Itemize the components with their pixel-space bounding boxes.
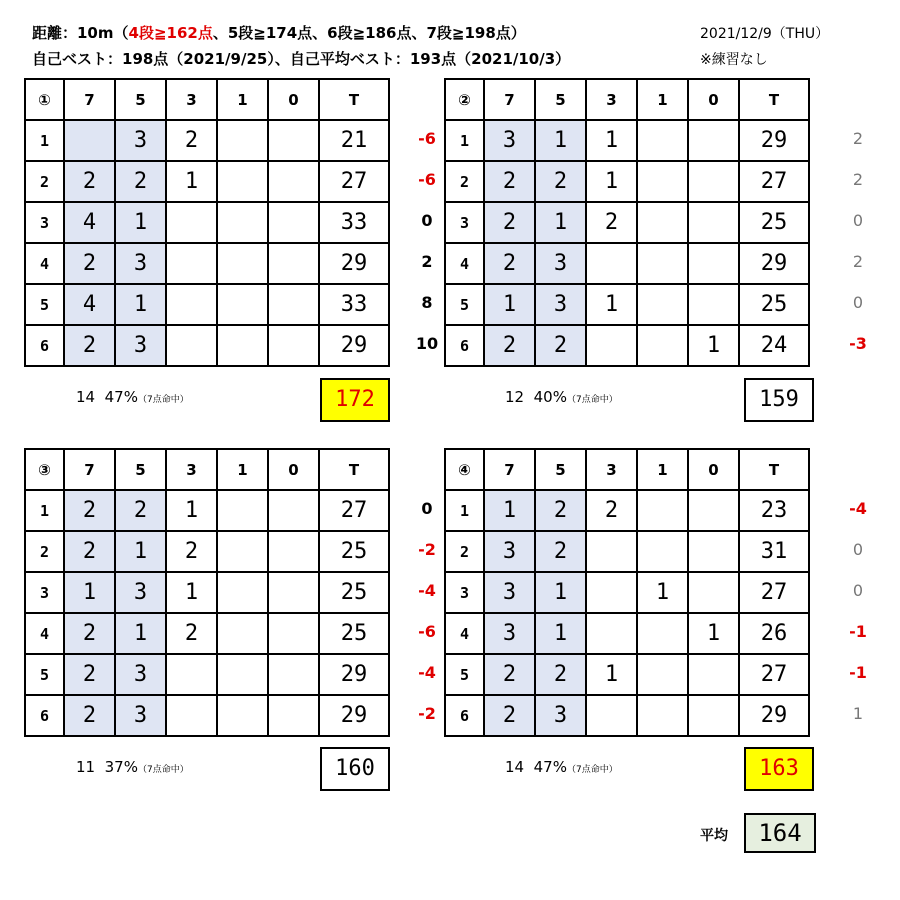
count-5-cell: 1 bbox=[535, 572, 586, 613]
end-total-cell: 25 bbox=[319, 572, 389, 613]
end-number: 3 bbox=[25, 572, 64, 613]
count-3-cell bbox=[586, 613, 637, 654]
count-7-cell: 2 bbox=[64, 654, 115, 695]
col-5: 5 bbox=[535, 449, 586, 490]
table-row bbox=[25, 325, 389, 366]
end-total-cell: 25 bbox=[739, 284, 809, 325]
personal-best-line: 自己ベスト：198点（2021/9/25）、自己平均ベスト：193点（2021/10/3） bbox=[32, 50, 571, 68]
hit-note: （7点命中） bbox=[137, 765, 189, 775]
table-row bbox=[445, 161, 809, 202]
block-2-summary bbox=[505, 388, 618, 406]
count-0-cell bbox=[268, 654, 319, 695]
score-table-2-body bbox=[445, 79, 809, 366]
count-7-cell: 2 bbox=[484, 161, 535, 202]
col-0: 0 bbox=[268, 449, 319, 490]
count-0-cell bbox=[688, 161, 739, 202]
score-table-4 bbox=[444, 448, 810, 737]
col-3: 3 bbox=[586, 79, 637, 120]
count-7-cell: 2 bbox=[484, 202, 535, 243]
table-header-row bbox=[445, 79, 809, 120]
cumulative-diff: 0 bbox=[852, 293, 864, 312]
score-table-3-body bbox=[25, 449, 389, 736]
end-number: 1 bbox=[445, 120, 484, 161]
count-7-cell: 1 bbox=[64, 572, 115, 613]
count-5-cell: 1 bbox=[535, 613, 586, 654]
count-1-cell bbox=[217, 120, 268, 161]
count-0-cell bbox=[688, 284, 739, 325]
hit-count: 12 bbox=[505, 388, 525, 406]
cumulative-diff: 2 bbox=[852, 129, 864, 148]
count-0-cell bbox=[688, 202, 739, 243]
col-3: 3 bbox=[166, 449, 217, 490]
count-7-cell: 3 bbox=[484, 120, 535, 161]
col-1: 1 bbox=[217, 449, 268, 490]
distance-text-a: 距離：10m（ bbox=[32, 24, 129, 42]
count-1-cell bbox=[217, 325, 268, 366]
cumulative-diff: 0 bbox=[421, 499, 433, 518]
count-0-cell bbox=[268, 695, 319, 736]
table-row bbox=[25, 654, 389, 695]
table-row bbox=[25, 572, 389, 613]
count-5-cell: 2 bbox=[115, 490, 166, 531]
col-1: 1 bbox=[637, 79, 688, 120]
count-0-cell bbox=[268, 284, 319, 325]
table-row bbox=[445, 490, 809, 531]
count-3-cell: 1 bbox=[586, 654, 637, 695]
count-1-cell bbox=[637, 325, 688, 366]
cumulative-diff: 8 bbox=[421, 293, 433, 312]
end-number: 6 bbox=[445, 325, 484, 366]
cumulative-diff: -1 bbox=[849, 663, 867, 682]
table-row bbox=[445, 613, 809, 654]
table-row bbox=[25, 613, 389, 654]
count-7-cell: 2 bbox=[64, 325, 115, 366]
table-header-row bbox=[25, 79, 389, 120]
table-header-row bbox=[445, 449, 809, 490]
count-3-cell: 1 bbox=[586, 120, 637, 161]
distance-line bbox=[32, 22, 526, 43]
practice-note: ※練習なし bbox=[700, 52, 768, 68]
block-4-summary bbox=[505, 758, 618, 776]
end-number: 5 bbox=[445, 284, 484, 325]
count-5-cell: 1 bbox=[115, 613, 166, 654]
col-0: 0 bbox=[688, 79, 739, 120]
table-row bbox=[25, 531, 389, 572]
cumulative-diff: -3 bbox=[849, 334, 867, 353]
cumulative-diff: -4 bbox=[849, 499, 867, 518]
count-3-cell: 1 bbox=[166, 161, 217, 202]
table-row bbox=[445, 243, 809, 284]
count-1-cell bbox=[217, 695, 268, 736]
cumulative-diff: 10 bbox=[415, 334, 439, 353]
score-table-2 bbox=[444, 78, 810, 367]
distance-text-b: 、5段≧174点、6段≧186点、7段≧198点） bbox=[212, 24, 526, 42]
count-7-cell: 3 bbox=[484, 572, 535, 613]
end-number: 4 bbox=[25, 243, 64, 284]
hit-count: 14 bbox=[505, 758, 525, 776]
hit-percentage: 40% bbox=[533, 388, 567, 406]
table-row bbox=[25, 161, 389, 202]
count-0-cell bbox=[268, 120, 319, 161]
count-3-cell: 1 bbox=[586, 284, 637, 325]
end-total-cell: 33 bbox=[319, 284, 389, 325]
cumulative-diff: -6 bbox=[418, 622, 436, 641]
score-table-3 bbox=[24, 448, 390, 737]
count-1-cell bbox=[637, 161, 688, 202]
count-1-cell bbox=[217, 161, 268, 202]
count-5-cell: 2 bbox=[535, 325, 586, 366]
end-number: 6 bbox=[445, 695, 484, 736]
col-0: 0 bbox=[688, 449, 739, 490]
count-3-cell: 1 bbox=[166, 572, 217, 613]
col-total: T bbox=[739, 79, 809, 120]
count-1-cell bbox=[217, 284, 268, 325]
end-number: 6 bbox=[25, 325, 64, 366]
count-5-cell: 1 bbox=[115, 531, 166, 572]
count-1-cell bbox=[637, 284, 688, 325]
col-5: 5 bbox=[535, 79, 586, 120]
end-number: 3 bbox=[445, 572, 484, 613]
cumulative-diff: 0 bbox=[852, 540, 864, 559]
count-0-cell bbox=[688, 243, 739, 284]
end-total-cell: 29 bbox=[319, 695, 389, 736]
count-5-cell: 3 bbox=[115, 572, 166, 613]
count-0-cell bbox=[688, 572, 739, 613]
cumulative-diff: 0 bbox=[852, 211, 864, 230]
count-5-cell: 2 bbox=[535, 654, 586, 695]
count-3-cell: 1 bbox=[166, 490, 217, 531]
score-table-1-body bbox=[25, 79, 389, 366]
hit-percentage: 37% bbox=[104, 758, 138, 776]
cumulative-diff: -1 bbox=[849, 622, 867, 641]
average-label: 平均 bbox=[700, 828, 728, 844]
block-4-total: 163 bbox=[744, 747, 814, 791]
count-3-cell bbox=[586, 531, 637, 572]
block-1-total: 172 bbox=[320, 378, 390, 422]
end-number: 2 bbox=[445, 161, 484, 202]
cumulative-diff: 2 bbox=[421, 252, 433, 271]
cumulative-diff: 1 bbox=[852, 704, 864, 723]
table-row bbox=[445, 572, 809, 613]
end-total-cell: 33 bbox=[319, 202, 389, 243]
cumulative-diff: 0 bbox=[421, 211, 433, 230]
count-3-cell bbox=[166, 695, 217, 736]
block-label: ① bbox=[25, 79, 64, 120]
end-number: 2 bbox=[25, 531, 64, 572]
end-total-cell: 27 bbox=[319, 161, 389, 202]
count-3-cell: 2 bbox=[166, 120, 217, 161]
col-5: 5 bbox=[115, 79, 166, 120]
col-3: 3 bbox=[166, 79, 217, 120]
cumulative-diff: -6 bbox=[418, 170, 436, 189]
col-7: 7 bbox=[484, 79, 535, 120]
block-3-total: 160 bbox=[320, 747, 390, 791]
score-table-4-body bbox=[445, 449, 809, 736]
count-3-cell bbox=[586, 695, 637, 736]
col-total: T bbox=[319, 79, 389, 120]
col-1: 1 bbox=[217, 79, 268, 120]
cumulative-diff: 0 bbox=[852, 581, 864, 600]
end-total-cell: 29 bbox=[319, 654, 389, 695]
count-1-cell bbox=[637, 695, 688, 736]
table-row bbox=[445, 202, 809, 243]
count-3-cell bbox=[586, 325, 637, 366]
end-number: 2 bbox=[445, 531, 484, 572]
end-number: 1 bbox=[25, 490, 64, 531]
count-7-cell: 2 bbox=[484, 654, 535, 695]
table-header-row bbox=[25, 449, 389, 490]
table-row bbox=[25, 202, 389, 243]
hit-note: （7点命中） bbox=[137, 395, 189, 405]
end-number: 5 bbox=[25, 654, 64, 695]
count-1-cell bbox=[637, 654, 688, 695]
col-total: T bbox=[319, 449, 389, 490]
count-3-cell: 1 bbox=[586, 161, 637, 202]
end-number: 2 bbox=[25, 161, 64, 202]
count-5-cell: 3 bbox=[115, 695, 166, 736]
end-number: 3 bbox=[25, 202, 64, 243]
count-0-cell bbox=[268, 613, 319, 654]
count-7-cell: 2 bbox=[64, 531, 115, 572]
count-3-cell: 2 bbox=[166, 613, 217, 654]
end-total-cell: 27 bbox=[739, 654, 809, 695]
count-7-cell: 1 bbox=[484, 284, 535, 325]
count-7-cell: 2 bbox=[484, 243, 535, 284]
block-label: ④ bbox=[445, 449, 484, 490]
count-0-cell bbox=[268, 490, 319, 531]
end-total-cell: 24 bbox=[739, 325, 809, 366]
end-number: 3 bbox=[445, 202, 484, 243]
cumulative-diff: 2 bbox=[852, 170, 864, 189]
count-3-cell bbox=[166, 202, 217, 243]
count-1-cell bbox=[637, 243, 688, 284]
table-row bbox=[445, 695, 809, 736]
end-total-cell: 29 bbox=[739, 695, 809, 736]
table-row bbox=[445, 654, 809, 695]
end-total-cell: 21 bbox=[319, 120, 389, 161]
count-0-cell: 1 bbox=[688, 613, 739, 654]
end-number: 6 bbox=[25, 695, 64, 736]
count-0-cell bbox=[688, 531, 739, 572]
hit-note: （7点命中） bbox=[566, 395, 618, 405]
hit-percentage: 47% bbox=[533, 758, 567, 776]
count-0-cell bbox=[268, 161, 319, 202]
count-7-cell: 2 bbox=[484, 325, 535, 366]
col-1: 1 bbox=[637, 449, 688, 490]
end-number: 5 bbox=[445, 654, 484, 695]
count-7-cell: 2 bbox=[64, 161, 115, 202]
session-date: 2021/12/9（THU） bbox=[700, 26, 830, 42]
cumulative-diff: -6 bbox=[418, 129, 436, 148]
count-3-cell bbox=[586, 243, 637, 284]
end-total-cell: 23 bbox=[739, 490, 809, 531]
count-1-cell bbox=[637, 490, 688, 531]
count-7-cell: 2 bbox=[64, 490, 115, 531]
count-5-cell: 3 bbox=[115, 120, 166, 161]
count-5-cell: 1 bbox=[535, 120, 586, 161]
end-number: 4 bbox=[445, 243, 484, 284]
count-3-cell: 2 bbox=[166, 531, 217, 572]
col-7: 7 bbox=[484, 449, 535, 490]
count-7-cell: 4 bbox=[64, 284, 115, 325]
count-3-cell: 2 bbox=[586, 490, 637, 531]
count-7-cell: 2 bbox=[64, 695, 115, 736]
count-5-cell: 3 bbox=[115, 325, 166, 366]
count-3-cell bbox=[166, 654, 217, 695]
table-row bbox=[25, 695, 389, 736]
count-1-cell bbox=[637, 531, 688, 572]
count-1-cell bbox=[217, 202, 268, 243]
col-5: 5 bbox=[115, 449, 166, 490]
count-7-cell: 4 bbox=[64, 202, 115, 243]
count-5-cell: 1 bbox=[115, 202, 166, 243]
end-total-cell: 25 bbox=[319, 531, 389, 572]
count-5-cell: 1 bbox=[115, 284, 166, 325]
end-number: 1 bbox=[25, 120, 64, 161]
count-1-cell bbox=[217, 654, 268, 695]
count-0-cell bbox=[268, 202, 319, 243]
count-0-cell: 1 bbox=[688, 325, 739, 366]
col-total: T bbox=[739, 449, 809, 490]
count-1-cell bbox=[217, 572, 268, 613]
count-5-cell: 2 bbox=[535, 490, 586, 531]
cumulative-diff: -2 bbox=[418, 704, 436, 723]
table-row bbox=[25, 490, 389, 531]
count-3-cell bbox=[166, 325, 217, 366]
count-0-cell bbox=[688, 490, 739, 531]
count-5-cell: 2 bbox=[535, 161, 586, 202]
count-3-cell bbox=[586, 572, 637, 613]
end-number: 4 bbox=[25, 613, 64, 654]
count-7-cell: 3 bbox=[484, 531, 535, 572]
count-1-cell bbox=[217, 531, 268, 572]
table-row bbox=[25, 284, 389, 325]
count-7-cell: 1 bbox=[484, 490, 535, 531]
hit-count: 11 bbox=[76, 758, 96, 776]
col-7: 7 bbox=[64, 79, 115, 120]
count-1-cell bbox=[637, 613, 688, 654]
block-3-summary bbox=[76, 758, 189, 776]
average-score: 164 bbox=[744, 813, 816, 853]
count-5-cell: 3 bbox=[535, 695, 586, 736]
count-3-cell: 2 bbox=[586, 202, 637, 243]
hit-note: （7点命中） bbox=[566, 765, 618, 775]
end-total-cell: 25 bbox=[739, 202, 809, 243]
hit-percentage: 47% bbox=[104, 388, 138, 406]
hit-count: 14 bbox=[76, 388, 96, 406]
col-3: 3 bbox=[586, 449, 637, 490]
end-total-cell: 27 bbox=[319, 490, 389, 531]
table-row bbox=[445, 284, 809, 325]
count-0-cell bbox=[268, 531, 319, 572]
block-label: ② bbox=[445, 79, 484, 120]
table-row bbox=[445, 325, 809, 366]
cumulative-diff: 2 bbox=[852, 252, 864, 271]
cumulative-diff: -4 bbox=[418, 663, 436, 682]
block-2-total: 159 bbox=[744, 378, 814, 422]
count-3-cell bbox=[166, 243, 217, 284]
block-1-summary bbox=[76, 388, 189, 406]
count-5-cell: 3 bbox=[535, 243, 586, 284]
count-1-cell bbox=[637, 120, 688, 161]
count-0-cell bbox=[688, 120, 739, 161]
count-7-cell bbox=[64, 120, 115, 161]
end-total-cell: 31 bbox=[739, 531, 809, 572]
count-0-cell bbox=[688, 654, 739, 695]
count-1-cell bbox=[217, 613, 268, 654]
end-total-cell: 29 bbox=[739, 243, 809, 284]
col-7: 7 bbox=[64, 449, 115, 490]
cumulative-diff: -2 bbox=[418, 540, 436, 559]
table-row bbox=[25, 243, 389, 284]
table-row bbox=[25, 120, 389, 161]
end-number: 5 bbox=[25, 284, 64, 325]
end-total-cell: 26 bbox=[739, 613, 809, 654]
count-0-cell bbox=[688, 695, 739, 736]
end-total-cell: 27 bbox=[739, 572, 809, 613]
end-number: 1 bbox=[445, 490, 484, 531]
count-7-cell: 2 bbox=[64, 243, 115, 284]
count-7-cell: 2 bbox=[64, 613, 115, 654]
count-5-cell: 3 bbox=[115, 243, 166, 284]
table-row bbox=[445, 531, 809, 572]
table-row bbox=[445, 120, 809, 161]
count-1-cell bbox=[217, 243, 268, 284]
col-0: 0 bbox=[268, 79, 319, 120]
end-total-cell: 25 bbox=[319, 613, 389, 654]
end-total-cell: 29 bbox=[739, 120, 809, 161]
count-5-cell: 2 bbox=[535, 531, 586, 572]
count-5-cell: 2 bbox=[115, 161, 166, 202]
count-0-cell bbox=[268, 243, 319, 284]
count-3-cell bbox=[166, 284, 217, 325]
end-number: 4 bbox=[445, 613, 484, 654]
block-label: ③ bbox=[25, 449, 64, 490]
cumulative-diff: -4 bbox=[418, 581, 436, 600]
count-1-cell bbox=[637, 202, 688, 243]
count-5-cell: 1 bbox=[535, 202, 586, 243]
count-5-cell: 3 bbox=[115, 654, 166, 695]
count-7-cell: 2 bbox=[484, 695, 535, 736]
end-total-cell: 29 bbox=[319, 243, 389, 284]
count-1-cell: 1 bbox=[637, 572, 688, 613]
score-table-1 bbox=[24, 78, 390, 367]
count-7-cell: 3 bbox=[484, 613, 535, 654]
end-total-cell: 27 bbox=[739, 161, 809, 202]
count-5-cell: 3 bbox=[535, 284, 586, 325]
count-0-cell bbox=[268, 325, 319, 366]
end-total-cell: 29 bbox=[319, 325, 389, 366]
count-1-cell bbox=[217, 490, 268, 531]
count-0-cell bbox=[268, 572, 319, 613]
distance-threshold-4dan: 4段≧162点 bbox=[128, 24, 213, 42]
